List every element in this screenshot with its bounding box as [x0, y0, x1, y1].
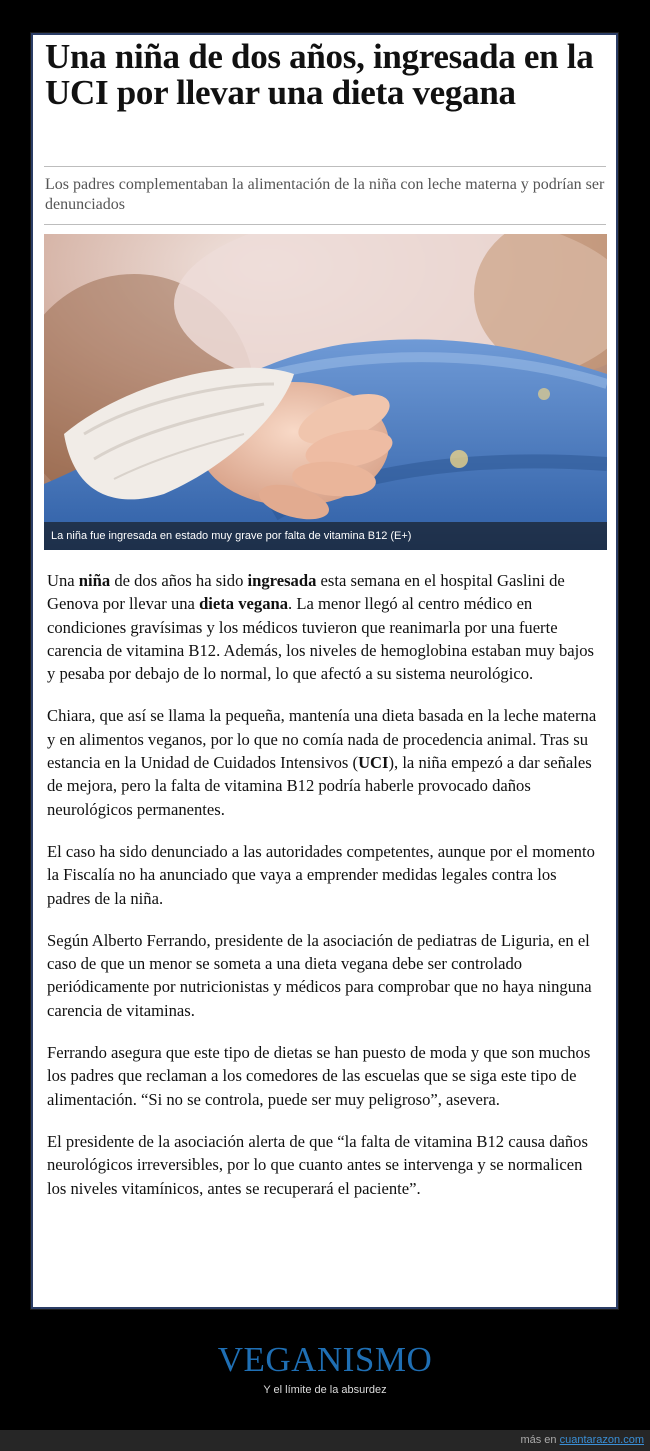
article-body	[47, 569, 603, 1219]
article-headline: Una niña de dos años, ingresada en la UCI por llevar una dieta vegana	[45, 37, 594, 112]
paragraph: Chiara, que así se llama la pequeña, mantenía una dieta basada en la leche materna y en alimentos veganos, por lo que no comía nada de procedencia animal. Tras su estancia en la Unidad de Cuidados Intensivos (UCI), la niña empezó a dar señales de mejora, pero la falta de vitamina B12 podría haberle provocado daños neurológicos permanentes.	[47, 706, 597, 819]
baby-hand-image	[44, 234, 607, 550]
image-caption: La niña fue ingresada en estado muy grave por falta de vitamina B12 (E+)	[44, 522, 607, 550]
paragraph: Según Alberto Ferrando, presidente de la asociación de pediatras de Liguria, en el caso de que un menor se someta a una dieta vegana debe ser controlado periódicamente por nutricionistas y médicos para comprobar que no haya ninguna carencia de vitaminas.	[47, 930, 592, 1020]
banner-title: VEGANISMO	[217, 1340, 433, 1379]
paragraph: Ferrando asegura que este tipo de dietas se han puesto de moda y que son muchos los padres que reclaman a los comedores de las escuelas que se siga este tipo de alimentación. “Si no se controla, puede ser muy peligroso”, asevera.	[47, 1043, 591, 1109]
divider	[44, 224, 606, 225]
divider	[44, 166, 606, 167]
article-subtitle: Los padres complementaban la alimentación de la niña con leche materna y podrían ser denunciados	[45, 176, 605, 213]
article-card	[31, 33, 618, 1309]
banner-subtitle: Y el límite de la absurdez	[263, 1384, 387, 1396]
footer-credit: más en cuantarazon.com	[520, 1434, 644, 1446]
footer-bar	[0, 1430, 650, 1451]
paragraph: El presidente de la asociación alerta de que “la falta de vitamina B12 causa daños neurológicos irreversibles, por lo que cuanto antes se intervenga y se normalicen los niveles vitamínicos, antes se recuperará el paciente”.	[47, 1131, 588, 1198]
paragraph: El caso ha sido denunciado a las autoridades competentes, aunque por el momento la Fiscalía no ha anunciado que vaya a emprender medidas legales contra los padres de la niña.	[47, 841, 595, 908]
site-link[interactable]: cuantarazon.com	[559, 1434, 644, 1446]
article-photo	[44, 234, 607, 550]
paragraph: Una niña de dos años ha sido ingresada esta semana en el hospital Gaslini de Genova por llevar una dieta vegana. La menor llegó al centro médico en condiciones gravísimas y los médicos tuvieron que reanimarla por una fuerte carencia de vitamina B12. Además, los niveles de hemoglobina estaban muy bajos y pesaba por debajo de lo normal, lo que afectó a su sistema neurológico.	[47, 571, 594, 684]
